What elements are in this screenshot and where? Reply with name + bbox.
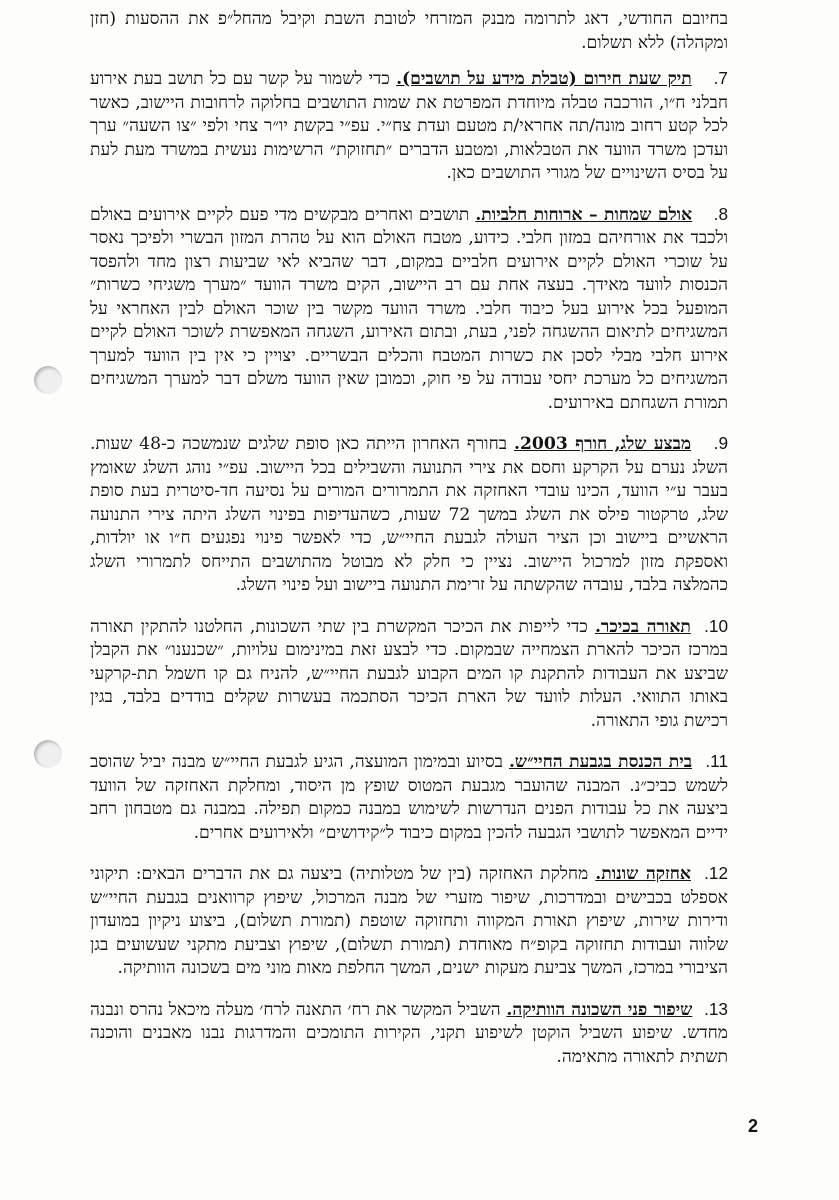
section-body: השביל המקשר את רח׳ התאנה לרח׳ מעלה מיכאל נהרס ונבנה מחדש. שיפוע השביל הוקטן לשיפוע תקני, הקירות התומכים והמדרגות נבנו מאבנים והוכנה תשתית לתאורה מתאימה. xyxy=(90,999,728,1067)
section-body: תושבים ואחרים מבקשים מדי פעם לקיים אירועים באולם ולכבד את אורחיהם במזון חלבי. כידוע, מטבח האולם הוא על טהרת המזון הבשרי ולפיכך נאסר על שוכרי האולם לקיים אירועים חלביים במקום, דבר שהביא לאי שביעות רצון מחד ולהפסד הכנסות לוועד מאידך. בעצה אחת עם רב היישוב, הקים משרד הוועד ״מערך משגיחי כשרות״ המופעל בכל אירוע בעל כיבוד חלבי. משרד הוועד מקשר בין שוכר האולם לבין האחראי על המשגיחים לתיאום ההשגחה לפני, בעת, ובתום האירוע, השגחה המאפשרת לשוכר האולם לקיים אירוע חלבי מבלי לסכן את כשרות המטבח והכלים הבשריים. יצויין כי אין בין הוועד למערך המשגיחים כל מערכת יחסי עבודה על פי חוק, וכמובן שאין הוועד משלם דבר למערך המשגיחים תמורת השגחתם באירועים. xyxy=(90,204,728,413)
section-12 xyxy=(90,862,728,981)
section-9 xyxy=(90,432,728,598)
section-body: מחלקת האחזקה (בין של מטלותיה) ביצעה גם את הדברים הבאים: תיקוני אספלט בכבישים ובמדרכות, שיפור מזערי של מבנה המרכול, שיפוץ קרוואנים בגבעת החיי״ש ודירות שירות, שיפוץ תאורת המקווה ותחזוקה שוטפת (תמורת תשלום), ביצוע ניקיון במועדון שלווה ועבודות תחזוקה בקופ״ח מאוחדת (תמורת תשלום), שיפוץ וצביעת מתקני שעשועים בגן הציבורי במרכז, המשך צביעת מעקות ישנים, המשך החלפת מאות מוני מים בשכונה הוותיקה. xyxy=(90,864,728,978)
binder-hole xyxy=(34,740,62,768)
section-heading: שיפור פני השכונה הוותיקה. xyxy=(506,999,693,1020)
section-heading: תאורה בכיכר. xyxy=(594,616,691,637)
section-7 xyxy=(90,67,728,186)
document-body xyxy=(90,8,728,1085)
section-number: 9. xyxy=(713,433,729,453)
section-number: 7. xyxy=(713,68,728,88)
section-number: 12. xyxy=(704,863,729,883)
intro-paragraph: בחיובם החודשי, דאג לתרומה מבנק המזרחי לטובת השבת וקיבל מהחל״פ את ההסעות (חזן ומקהלה) ללא תשלום. xyxy=(90,9,728,53)
section-8 xyxy=(90,203,728,416)
section-heading: אחזקה שונות. xyxy=(595,864,691,884)
section-heading: בית הכנסת בגבעת החיי״ש. xyxy=(508,752,693,772)
binder-hole xyxy=(34,366,62,394)
section-heading: אולם שמחות – ארוחות חלביות. xyxy=(475,204,693,225)
section-number: 13. xyxy=(704,998,728,1019)
section-heading: תיק שעת חירום (טבלת מידע על תושבים). xyxy=(396,69,692,89)
section-body: בחורף האחרון הייתה כאן סופת שלגים שנמשכה כ-48 שעות. השלג נערם על הקרקע וחסם את צירי התנועה והשבילים בכל היישוב. עפ״י נוהג השלג שאומץ בעבר ע״י הוועד, הכינו עובדי האחזקה את התמרורים המורים על נסיעה חד-סיטרית בעת סופת שלג, טרקטור פילס את השלג במשך 72 שעות, כשהעדיפות בפינוי השלג היתה צירי התנועה הראשיים ביישוב וכן הציר העולה לגבעת החיי״ש, כדי לאפשר פינוי נפגעים ח״ו או יולדות, ואספקת מזון למרכול היישוב. נציין כי חלק לא מבוטל מהתושבים התייחס לתמרורי השלג כהמלצה בלבד, עובדה שהקשתה על זרימת התנועה ביישוב ועל פינוי השלג. xyxy=(90,434,728,595)
section-11 xyxy=(90,750,728,845)
page-number: 2 xyxy=(748,1116,759,1136)
section-13 xyxy=(90,998,728,1070)
section-10 xyxy=(90,615,728,734)
section-number: 10. xyxy=(704,615,729,636)
section-body: בסיוע ובמימון המועצה, הגיע לגבעת החיי״ש מבנה יביל שהוסב לשמש כביכ״נ. המבנה שהועבר מגבעת המטוס שופץ מן היסוד, ומחלקת האחזקה של הוועד ביצעה את כל עבודות הפנים הנדרשות לשימוש במבנה כמקום תפילה. במבנה גם מטבחון רחב ידיים המאפשר לתושבי הגבעה להכין במקום כיבוד ל״קידושים״ ולאירועים אחרים. xyxy=(90,752,728,843)
section-number: 8. xyxy=(713,203,728,224)
section-body: כדי לייפות את הכיכר המקשרת בין שתי השכונות, החלטנו להתקין תאורה במרכז הכיכר להארת הצמחייה שבמקום. כדי לבצע זאת במינימום עלויות, ״שכנענו״ את הקבלן שביצע את העבודות להתקנת קו המים הקבוע לגבעת החיי״ש, להניח גם קו חשמל תת-קרקעי באותו התוואי. העלות לוועד של הארת הכיכר הסתכמה בעשרות שקלים בודדים בלבד, בגין רכישת גופי התאורה. xyxy=(90,616,728,731)
section-heading: מבצע שלג, חורף 2003. xyxy=(513,434,692,454)
section-number: 11. xyxy=(705,751,729,771)
section-body: כדי לשמור על קשר עם כל תושב בעת אירוע חבלני ח״ו, הורכבה טבלה מיוחדת המפרטת את שמות התושבים בחלוקה לרחובות היישוב, כאשר לכל קטע רחוב מונה/תה אחראי/ת מטעם ועדת צח״י. עפ״י בקשת יו״ר צחי ולפי ״צו השעה״ ערך ועדכן משרד הוועד את הטבלאות, ומטבע הדברים ״תחזוקת״ הרשימות נעשית במשרד מעת לעת על בסיס השינויים של מגורי התושבים כאן. xyxy=(90,69,728,183)
